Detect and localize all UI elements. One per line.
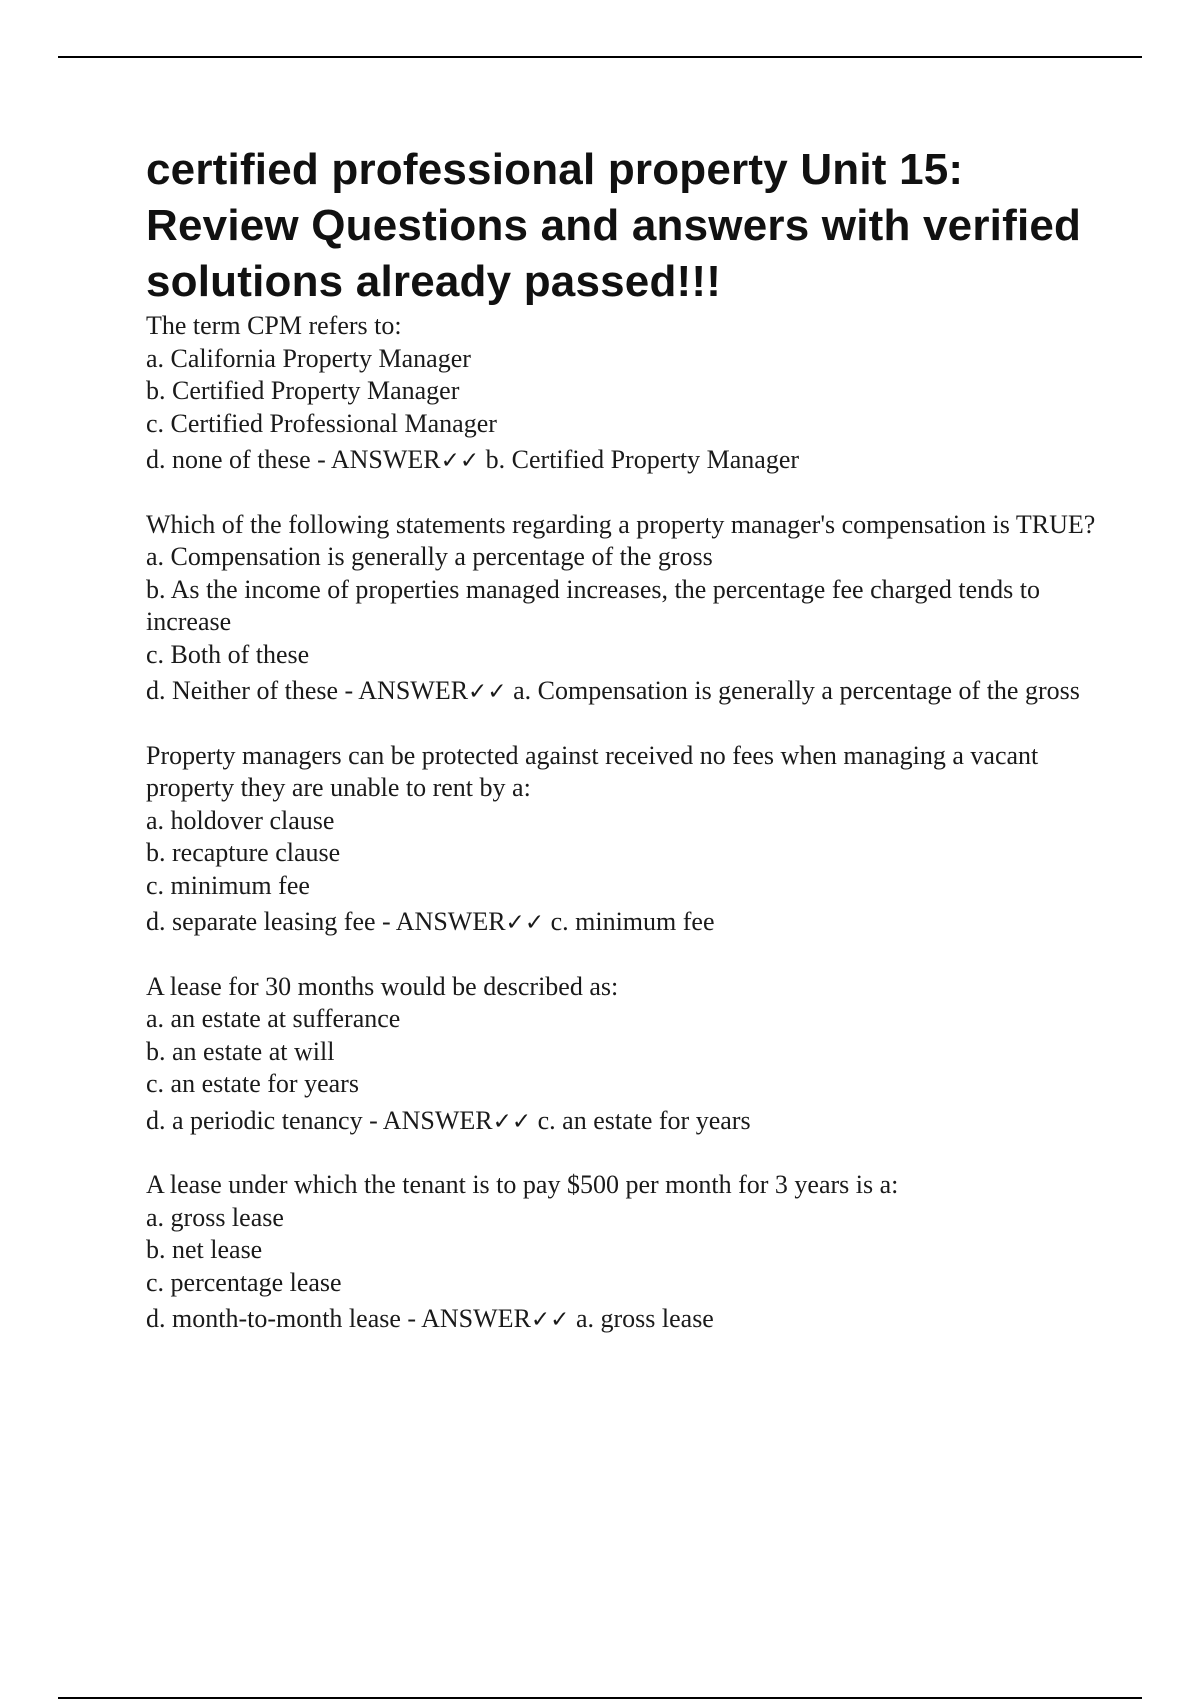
option-c: c. percentage lease (146, 1267, 342, 1297)
question-block-3 (146, 740, 1096, 940)
option-d: d. separate leasing fee (146, 907, 376, 936)
top-rule (58, 56, 1142, 58)
option-d-with-answer (146, 1303, 1096, 1337)
answer-label: - ANSWER (310, 445, 441, 474)
option-a: a. California Property Manager (146, 343, 471, 373)
option-c: c. Certified Professional Manager (146, 408, 497, 438)
answer-text: c. an estate for years (531, 1105, 751, 1135)
checkmark-icon: ✓✓ (505, 910, 545, 936)
question-block-1 (146, 310, 1096, 478)
question-text: Property managers can be protected against received no fees when managing a vacant property they are unable to rent by a: (146, 740, 1039, 802)
option-d: d. month-to-month lease (146, 1304, 401, 1333)
option-d-with-answer (146, 906, 1096, 940)
option-b: b. Certified Property Manager (146, 376, 460, 405)
checkmark-icon: ✓✓ (440, 448, 480, 474)
checkmark-icon: ✓✓ (530, 1307, 570, 1333)
answer-label: - ANSWER (338, 676, 469, 705)
bottom-rule (58, 1697, 1142, 1699)
question-text: The term CPM refers to: (146, 311, 402, 340)
option-a: a. an estate at sufferance (146, 1004, 401, 1033)
question-block-2 (146, 509, 1096, 709)
option-d: d. a periodic tenancy (146, 1105, 363, 1135)
question-block-4 (146, 971, 1096, 1139)
option-d: d. Neither of these (146, 676, 339, 705)
option-b: b. an estate at will (146, 1036, 335, 1066)
option-a: a. gross lease (146, 1202, 284, 1232)
option-c: c. Both of these (146, 639, 310, 669)
question-text: A lease for 30 months would be described as: (146, 971, 619, 1001)
question-text: A lease under which the tenant is to pay $500 per month for 3 years is a: (146, 1170, 899, 1199)
option-b: b. net lease (146, 1235, 263, 1264)
option-b: b. As the income of properties managed increases, the percentage fee charged tends to increase (146, 574, 1040, 636)
answer-label: - ANSWER (400, 1304, 531, 1333)
option-c: c. an estate for years (146, 1069, 359, 1098)
answer-text: a. gross lease (569, 1304, 714, 1333)
question-block-5 (146, 1169, 1096, 1337)
option-d: d. none of these (146, 445, 311, 474)
document-body (146, 142, 1096, 1337)
question-text: Which of the following statements regarding a property manager's compensation is TRUE? (146, 509, 1096, 539)
option-b: b. recapture clause (146, 838, 341, 867)
option-d-with-answer (146, 444, 1096, 478)
checkmark-icon: ✓✓ (468, 679, 507, 705)
answer-text: c. minimum fee (544, 907, 715, 936)
option-d-with-answer (146, 675, 1096, 709)
answer-label: - ANSWER (375, 907, 506, 936)
answer-text: a. Compensation is generally a percentage of the gross (506, 676, 1080, 705)
checkmark-icon: ✓✓ (492, 1108, 532, 1135)
answer-text: b. Certified Property Manager (479, 445, 800, 474)
document-title: certified professional property Unit 15: Review Questions and answers with verified solutions already passed!!! (146, 145, 1082, 306)
option-d-with-answer (146, 1105, 1096, 1139)
option-a: a. Compensation is generally a percentage of the gross (146, 542, 713, 571)
option-c: c. minimum fee (146, 870, 310, 900)
option-a: a. holdover clause (146, 805, 335, 835)
answer-label: - ANSWER (362, 1105, 493, 1135)
